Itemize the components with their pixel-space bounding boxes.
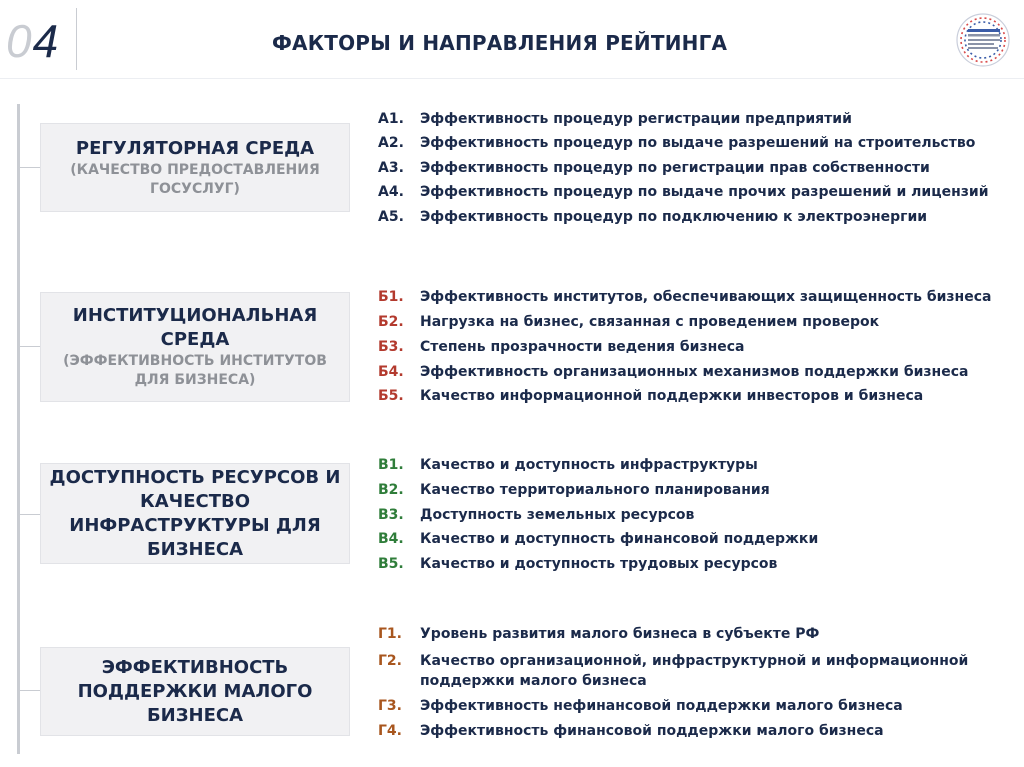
factor-box-small-business: [40, 647, 350, 736]
item-code: Г3.: [378, 698, 402, 714]
item-code: Б2.: [378, 314, 404, 330]
factor-title: ИНСТИТУЦИОНАЛЬНАЯ СРЕДА: [72, 305, 318, 350]
item-text: Доступность земельных ресурсов: [420, 507, 695, 523]
list-item: [378, 312, 1020, 332]
item-code: А4.: [378, 184, 404, 200]
list-item: [378, 480, 1020, 500]
list-item: [378, 133, 1020, 153]
item-text: Качество территориального планирования: [420, 482, 770, 498]
list-item: [378, 287, 1020, 307]
item-code: Б1.: [378, 289, 404, 305]
timeline-line: [17, 104, 20, 754]
list-item: [378, 158, 1020, 178]
item-text: Уровень развития малого бизнеса в субъекте РФ: [420, 626, 820, 642]
item-text: Степень прозрачности ведения бизнеса: [420, 339, 745, 355]
item-code: Г1.: [378, 626, 402, 642]
item-code: А2.: [378, 135, 404, 151]
factor-subtitle: (КАЧЕСТВО ПРЕДОСТАВЛЕНИЯ ГОСУСЛУГ): [70, 161, 320, 197]
connector-regulatory: [19, 167, 40, 168]
item-code: Б4.: [378, 364, 404, 380]
national-rating-logo-icon: [952, 12, 1014, 68]
list-item: [378, 207, 1020, 227]
list-item: [378, 554, 1020, 574]
slide-number-prefix: 0: [6, 15, 33, 67]
factor-box-resources: [40, 463, 350, 564]
connector-institutional: [19, 346, 40, 347]
item-text: Эффективность институтов, обеспечивающих защищенность бизнеса: [420, 289, 992, 305]
item-code: Г4.: [378, 723, 402, 739]
item-code: А5.: [378, 209, 404, 225]
slide-number: [6, 14, 59, 68]
list-item: [378, 721, 1020, 741]
list-item: [378, 651, 1020, 691]
list-item: [378, 109, 1020, 129]
item-text: Эффективность процедур по выдаче разрешений на строительство: [420, 135, 976, 151]
item-text: Эффективность процедур по выдаче прочих разрешений и лицензий: [420, 184, 989, 200]
header-divider: [76, 8, 77, 70]
list-item: [378, 455, 1020, 475]
item-code: А3.: [378, 160, 404, 176]
item-code: А1.: [378, 111, 404, 127]
slide-number-digit: 4: [32, 15, 60, 67]
factor-title: РЕГУЛЯТОРНАЯ СРЕДА: [75, 137, 315, 159]
factor-box-institutional: [40, 292, 350, 402]
item-text: Качество и доступность финансовой поддержки: [420, 531, 819, 547]
item-text: Качество и доступность трудовых ресурсов: [420, 556, 778, 572]
list-item: [378, 696, 1020, 716]
item-text: Эффективность процедур по регистрации прав собственности: [420, 160, 930, 176]
factor-subtitle: (ЭФФЕКТИВНОСТЬ ИНСТИТУТОВ ДЛЯ БИЗНЕСА): [63, 353, 327, 388]
item-code: В1.: [378, 457, 404, 473]
factor-title: ДОСТУПНОСТЬ РЕСУРСОВ И КАЧЕСТВО ИНФРАСТРУКТУРЫ ДЛЯ БИЗНЕСА: [49, 466, 341, 560]
item-text: Качество организационной, инфраструктурной и информационной поддержки малого бизнеса: [420, 653, 969, 689]
item-code: В5.: [378, 556, 404, 572]
list-item: [378, 624, 1020, 644]
item-text: Эффективность нефинансовой поддержки малого бизнеса: [420, 698, 903, 714]
page-title: ФАКТОРЫ И НАПРАВЛЕНИЯ РЕЙТИНГА: [272, 31, 728, 55]
item-text: Нагрузка на бизнес, связанная с проведением проверок: [420, 314, 880, 330]
item-code: В3.: [378, 507, 404, 523]
list-item: [378, 386, 1020, 406]
list-item: [378, 337, 1020, 357]
item-text: Качество информационной поддержки инвесторов и бизнеса: [420, 388, 924, 404]
item-code: В2.: [378, 482, 404, 498]
item-text: Качество и доступность инфраструктуры: [420, 457, 758, 473]
item-text: Эффективность организационных механизмов поддержки бизнеса: [420, 364, 969, 380]
list-item: [378, 182, 1020, 202]
list-item: [378, 505, 1020, 525]
item-text: Эффективность процедур регистрации предприятий: [420, 111, 852, 127]
list-item: [378, 529, 1020, 549]
factor-box-regulatory: [40, 123, 350, 212]
connector-small-business: [19, 690, 40, 691]
item-code: Б5.: [378, 388, 404, 404]
factor-title: ЭФФЕКТИВНОСТЬ ПОДДЕРЖКИ МАЛОГО БИЗНЕСА: [77, 656, 313, 726]
item-code: Г2.: [378, 653, 402, 669]
item-code: В4.: [378, 531, 404, 547]
list-item: [378, 362, 1020, 382]
item-code: Б3.: [378, 339, 404, 355]
connector-resources: [19, 514, 40, 515]
header-rule: [0, 78, 1024, 79]
item-text: Эффективность процедур по подключению к электроэнергии: [420, 209, 928, 225]
item-text: Эффективность финансовой поддержки малого бизнеса: [420, 723, 884, 739]
